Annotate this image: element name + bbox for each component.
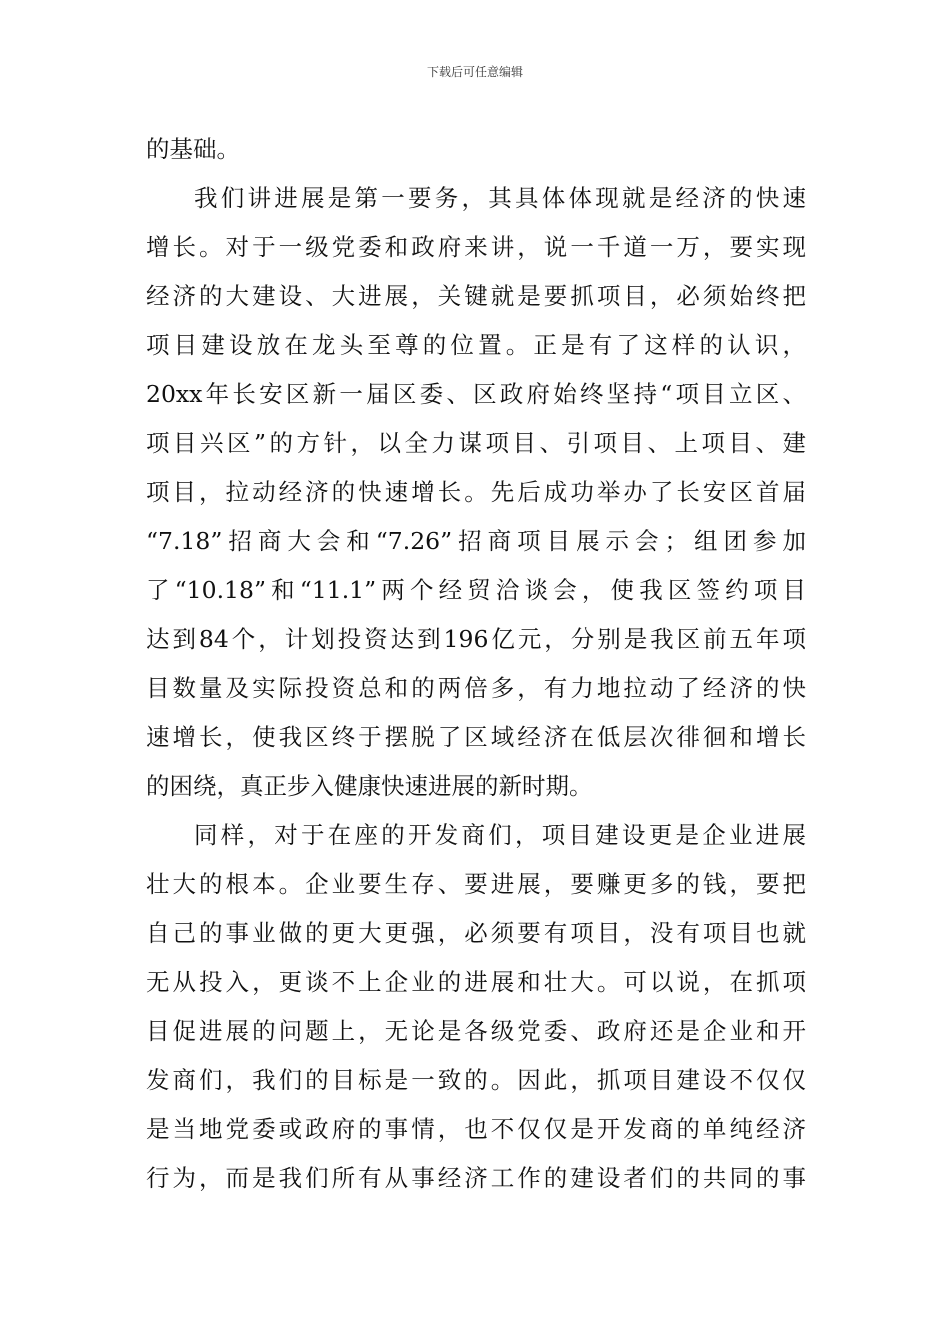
page-header: 下载后可任意编辑	[426, 65, 523, 79]
paragraph-line: 增长。对于一级党委和政府来讲，说一千道一万，要实现	[146, 233, 806, 261]
paragraph-line: 行为，而是我们所有从事经济工作的建设者们的共同的事	[146, 1164, 806, 1192]
paragraph-line: 目促进展的问题上，无论是各级党委、政府还是企业和开	[146, 1017, 806, 1045]
paragraph-line: 发商们，我们的目标是一致的。因此，抓项目建设不仅仅	[146, 1066, 806, 1094]
paragraph-line: 自己的事业做的更大更强，必须要有项目，没有项目也就	[146, 919, 806, 947]
paragraph-line: 的困绕，真正步入健康快速进展的新时期。	[146, 772, 593, 800]
paragraph-line: 达到84个，计划投资达到196亿元，分别是我区前五年项	[146, 625, 806, 653]
paragraph-line: 是当地党委或政府的事情，也不仅仅是开发商的单纯经济	[146, 1115, 806, 1143]
paragraph-line: 目数量及实际投资总和的两倍多，有力地拉动了经济的快	[146, 674, 806, 702]
paragraph-line: 壮大的根本。企业要生存、要进展，要赚更多的钱，要把	[146, 870, 806, 898]
paragraph-line: 项目建设放在龙头至尊的位置。正是有了这样的认识，	[146, 331, 806, 359]
paragraph-line: “7.18”招商大会和“7.26”招商项目展示会；组团参加	[146, 527, 806, 555]
paragraph-line: 我们讲进展是第一要务，其具体体现就是经济的快速	[194, 184, 806, 212]
document-body	[146, 125, 806, 1203]
paragraph-line: 速增长，使我区终于摆脱了区域经济在低层次徘徊和增长	[146, 723, 806, 751]
paragraph-line: 项目兴区”的方针，以全力谋项目、引项目、上项目、建	[146, 429, 806, 457]
paragraph-line: 同样，对于在座的开发商们，项目建设更是企业进展	[194, 821, 806, 849]
paragraph-line: 无从投入，更谈不上企业的进展和壮大。可以说，在抓项	[146, 968, 806, 996]
paragraph-line: 20xx年长安区新一届区委、区政府始终坚持“项目立区、	[146, 380, 806, 408]
paragraph-line: 了“10.18”和“11.1”两个经贸洽谈会，使我区签约项目	[146, 576, 806, 604]
paragraph-line: 项目，拉动经济的快速增长。先后成功举办了长安区首届	[146, 478, 806, 506]
paragraph-line: 经济的大建设、大进展，关键就是要抓项目，必须始终把	[146, 282, 806, 310]
paragraph-line: 的基础。	[146, 135, 240, 163]
